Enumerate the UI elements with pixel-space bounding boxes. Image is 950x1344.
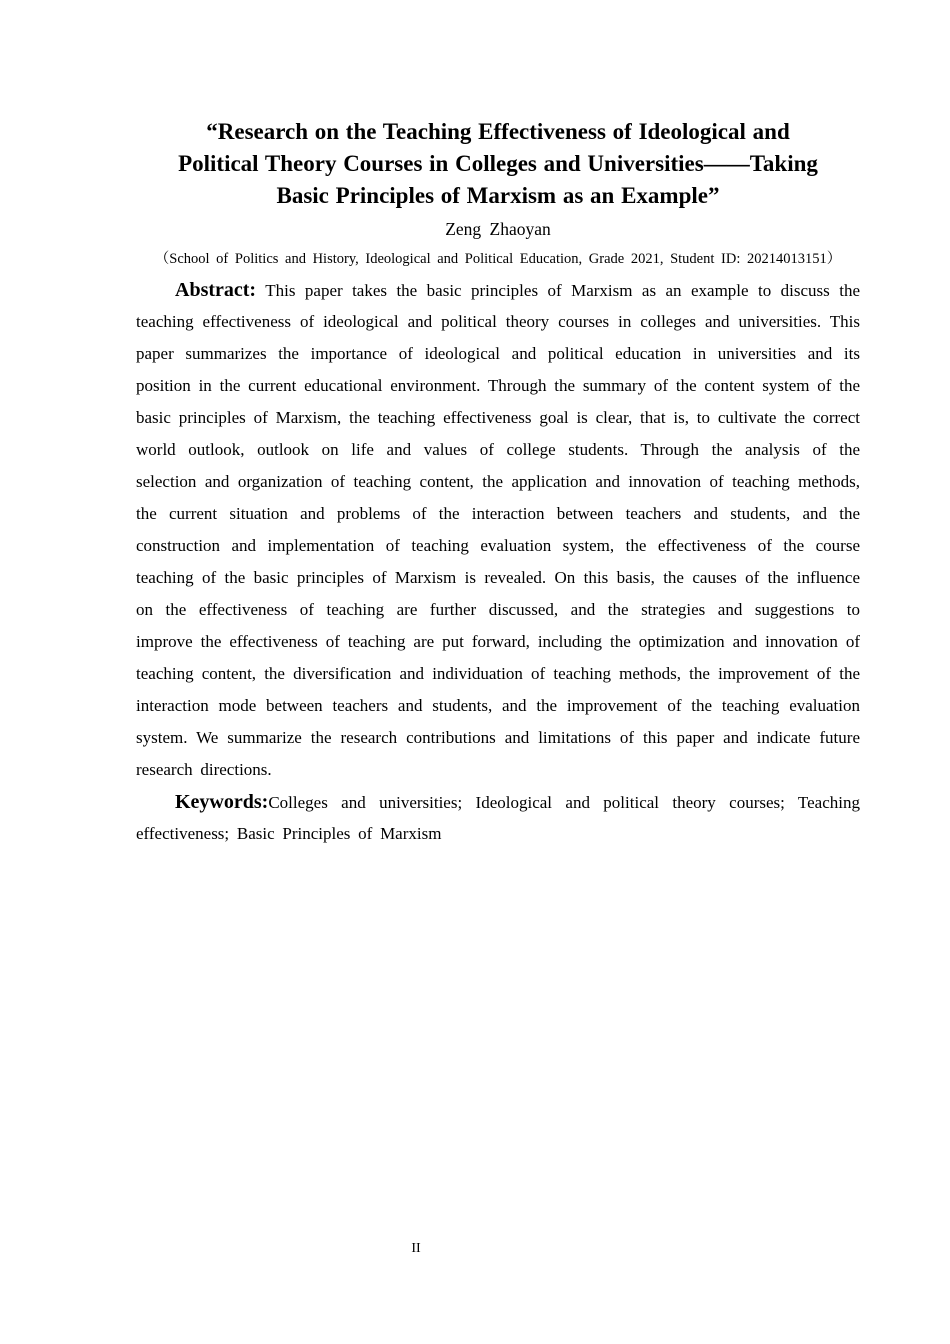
abstract-line: teaching content, the diversification and individuation of teaching methods, the improvement of the <box>136 664 860 683</box>
page-number: II <box>411 1241 421 1256</box>
abstract-line: on the effectiveness of teaching are further discussed, and the strategies and suggestions to <box>136 600 860 619</box>
affiliation-line: （School of Politics and History, Ideological and Political Education, Grade 2021, Student ID: 20214013151） <box>154 251 842 267</box>
keywords-label: Keywords: <box>175 791 269 813</box>
abstract-line: teaching of the basic principles of Marxism is revealed. On this basis, the causes of the influence <box>136 568 860 587</box>
abstract-last-line: research directions. <box>136 760 272 779</box>
abstract-line: construction and implementation of teaching evaluation system, the effectiveness of the course <box>136 536 860 555</box>
abstract-line: world outlook, outlook on life and values of college students. Through the analysis of the <box>136 440 860 459</box>
author-name: Zeng Zhaoyan <box>445 219 551 239</box>
title-line: Basic Principles of Marxism as an Example” <box>276 183 720 208</box>
abstract-label: Abstract: <box>175 279 257 301</box>
keywords-first-line-text: Colleges and universities; Ideological and political theory courses; Teaching <box>268 793 860 812</box>
abstract-section <box>136 274 860 786</box>
keywords-first-line <box>136 786 860 818</box>
page-title <box>136 0 860 212</box>
abstract-line: paper summarizes the importance of ideological and political education in universities and its <box>136 344 860 363</box>
title-line: Political Theory Courses in Colleges and Universities——Taking <box>178 151 818 176</box>
title-line: “Research on the Teaching Effectiveness of Ideological and <box>206 119 790 144</box>
keywords-last-line: effectiveness; Basic Principles of Marxism <box>136 824 442 843</box>
abstract-line: the current situation and problems of the interaction between teachers and students, and the <box>136 504 860 523</box>
abstract-first-line <box>136 274 860 306</box>
abstract-line: teaching effectiveness of ideological and political theory courses in colleges and universities. This <box>136 312 860 331</box>
abstract-line: interaction mode between teachers and students, and the improvement of the teaching evaluation <box>136 696 860 715</box>
text-block <box>136 0 860 850</box>
abstract-line: system. We summarize the research contributions and limitations of this paper and indicate future <box>136 728 860 747</box>
abstract-line: selection and organization of teaching content, the application and innovation of teaching methods, <box>136 472 860 491</box>
abstract-body <box>136 306 860 754</box>
abstract-line: position in the current educational environment. Through the summary of the content system of the <box>136 376 860 395</box>
keywords-section <box>136 786 860 850</box>
abstract-first-line-text: This paper takes the basic principles of Marxism as an example to discuss the <box>265 281 860 300</box>
abstract-line: improve the effectiveness of teaching are put forward, including the optimization and innovation of <box>136 632 860 651</box>
abstract-line: basic principles of Marxism, the teaching effectiveness goal is clear, that is, to cultivate the correct <box>136 408 860 427</box>
